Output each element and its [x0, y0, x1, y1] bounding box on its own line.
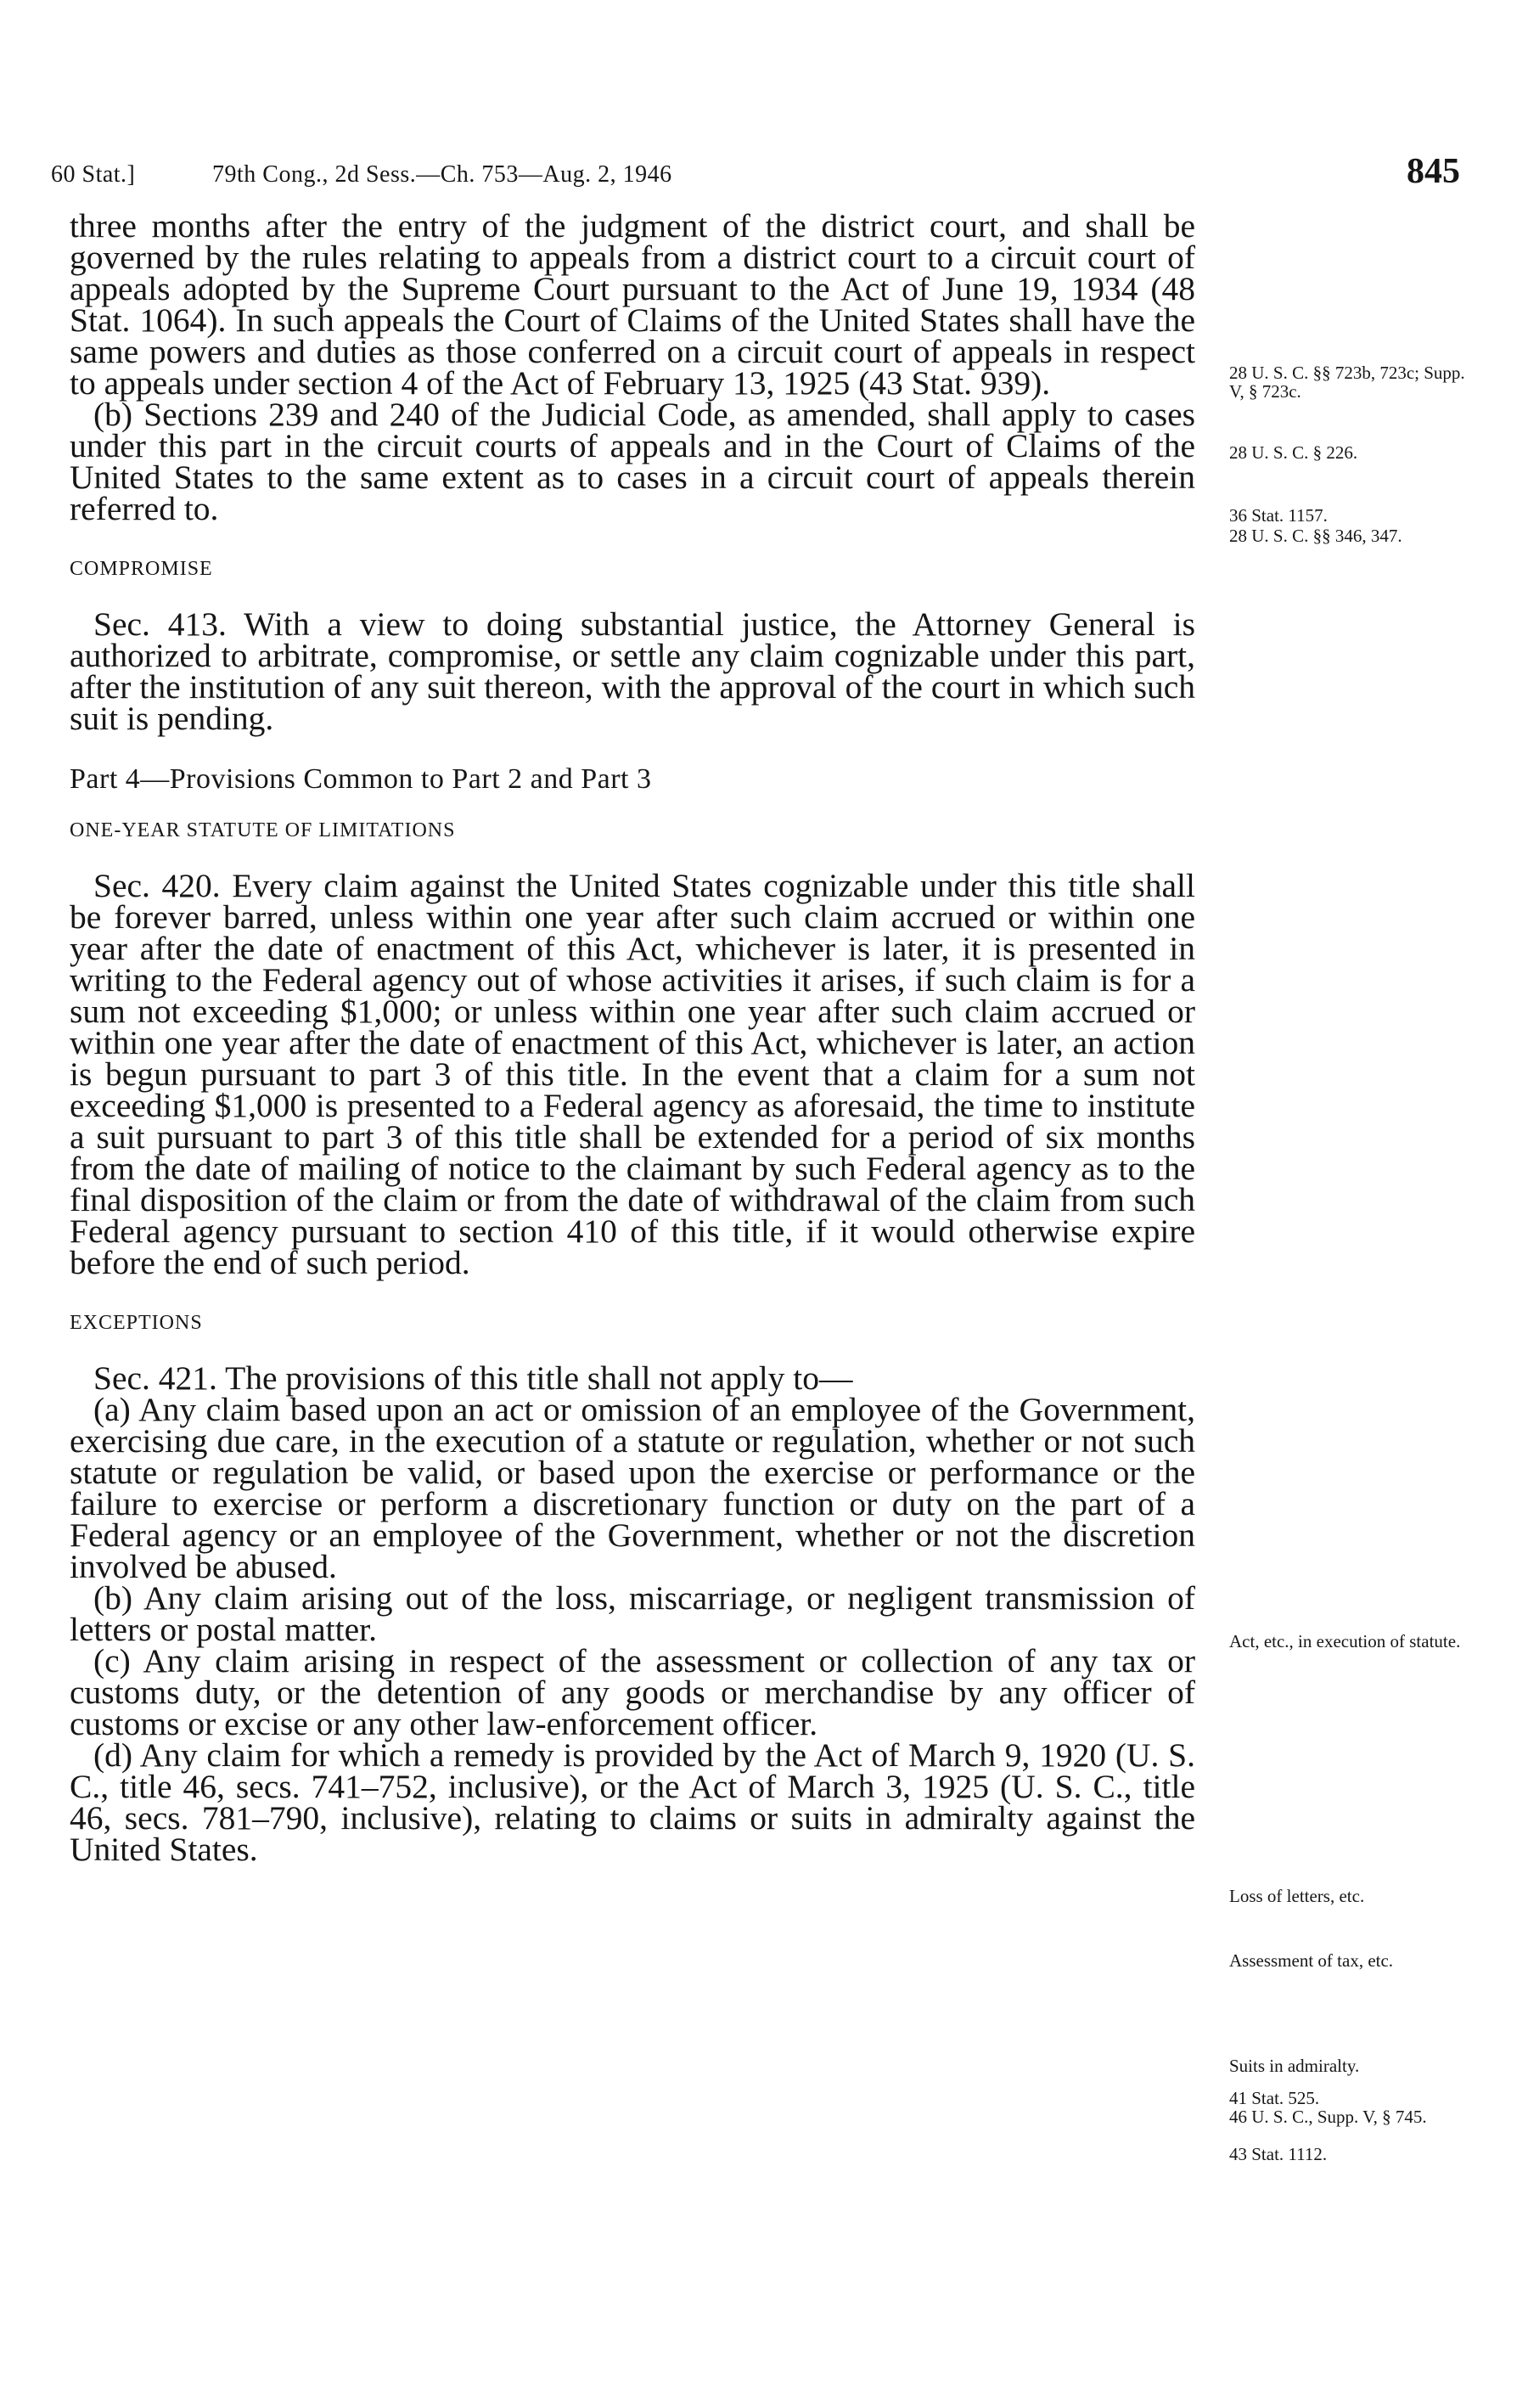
margin-note-36-stat-1157: 36 Stat. 1157. — [1229, 505, 1328, 526]
margin-note-assessment-of-tax: Assessment of tax, etc. — [1229, 1950, 1394, 1971]
paragraph-exception-a: (a) Any claim based upon an act or omission of an employee of the Government, exercising due care, in the execution of a statute or regulation, whether or not such statute or regulation be valid, or based upon the exercise or performance or the failure to exercise or perform a discretionary function or duty on the part of a Federal agency or an employee of the Government, whether or not the discretion involved be abused. — [70, 1391, 1195, 1585]
paragraph-exception-c: (c) Any claim arising in respect of the assessment or collection of any tax or customs duty, or the detention of any goods or merchandise by any officer of customs or excise or any other law-enforcement officer. — [70, 1642, 1195, 1742]
page-header — [51, 151, 1460, 202]
page-number: 845 — [1407, 152, 1460, 191]
paragraph-sec-420: Sec. 420. Every claim against the United States cognizable under this title shall be forever barred, unless within one year after such claim accrued or within one year after the date of enactment of this Act, whichever is later, it is presented in writing to the Federal agency out of whose activities it arises, if such claim is for a sum not exceeding $1,000; or unless within one year after such claim accrued or within one year after the date of enactment of this Act, whichever is later, an action is begun pursuant to part 3 of this title. In the event that a claim for a sum not exceeding $1,000 is presented to a Federal agency as aforesaid, the time to institute a suit pursuant to part 3 of this title shall be extended for a period of six months from the date of mailing of notice to the claimant by such Federal agency as to the final disposition of the claim or from the date of withdrawal of the claim from such Federal agency pursuant to section 410 of this title, if it would otherwise expire before the end of such period. — [70, 867, 1195, 1281]
paragraph-continuation: three months after the entry of the judgment of the district court, and shall be governed by the rules relating to appeals from a district court to a circuit court of appeals adopted by the Supreme Court pursuant to the Act of June 19, 1934 (48 Stat. 1064). In such appeals the Court of Claims of the United States shall have the same powers and duties as those conferred on a circuit court of appeals in respect to appeals under section 4 of the Act of February 13, 1925 (43 Stat. 939). — [70, 207, 1195, 402]
margin-note-28-usc-723b: 28 U. S. C. §§ 723b, 723c; Supp. V, § 723c. — [1229, 363, 1465, 402]
statute-volume: 60 Stat.] — [51, 161, 136, 188]
margin-note-28-usc-226: 28 U. S. C. § 226. — [1229, 442, 1358, 463]
heading-one-year-limitations: ONE-YEAR STATUTE OF LIMITATIONS — [70, 819, 456, 841]
paragraph-exception-d: (d) Any claim for which a remedy is provided by the Act of March 9, 1920 (U. S. C., title 46, secs. 741–752, inclusive), or the Act of March 3, 1925 (U. S. C., title 46, secs. 781–790, inclusive), relating to claims or suits in admiralty against the United States. — [70, 1736, 1195, 1868]
margin-note-28-usc-346: 28 U. S. C. §§ 346, 347. — [1229, 526, 1402, 546]
congress-session-line: 79th Cong., 2d Sess.—Ch. 753—Aug. 2, 1946 — [212, 161, 672, 188]
margin-note-loss-of-letters: Loss of letters, etc. — [1229, 1886, 1365, 1906]
paragraph-sec-413: Sec. 413. With a view to doing substantial justice, the Attorney General is authorized to arbitrate, compromise, or settle any claim cognizable under this part, after the institution of any suit thereon, with the approval of the court in which such suit is pending. — [70, 605, 1195, 737]
heading-exceptions: EXCEPTIONS — [70, 1312, 203, 1334]
paragraph-exception-b: (b) Any claim arising out of the loss, miscarriage, or negligent transmission of letters or postal matter. — [70, 1579, 1195, 1648]
margin-note-suits-in-admiralty: Suits in admiralty. — [1229, 2056, 1360, 2076]
paragraph-sec-421: Sec. 421. The provisions of this title shall not apply to— — [93, 1359, 853, 1397]
main-text-column — [70, 207, 1195, 1868]
margin-note-execution-of-statute: Act, etc., in execution of statute. — [1229, 1631, 1461, 1651]
margin-note-43-stat-1112: 43 Stat. 1112. — [1229, 2144, 1328, 2164]
heading-part-4: Part 4—Provisions Common to Part 2 and Part 3 — [70, 763, 652, 795]
margin-note-41-stat-525: 41 Stat. 525. — [1229, 2088, 1320, 2108]
paragraph-subsection-b-judicial-code: (b) Sections 239 and 240 of the Judicial Code, as amended, shall apply to cases under this part in the circuit courts of appeals and in the Court of Claims of the United States to the same extent as to cases in a circuit court of appeals therein referred to. — [70, 396, 1195, 527]
heading-compromise: COMPROMISE — [70, 558, 213, 580]
margin-note-46-usc-745: 46 U. S. C., Supp. V, § 745. — [1229, 2107, 1427, 2127]
